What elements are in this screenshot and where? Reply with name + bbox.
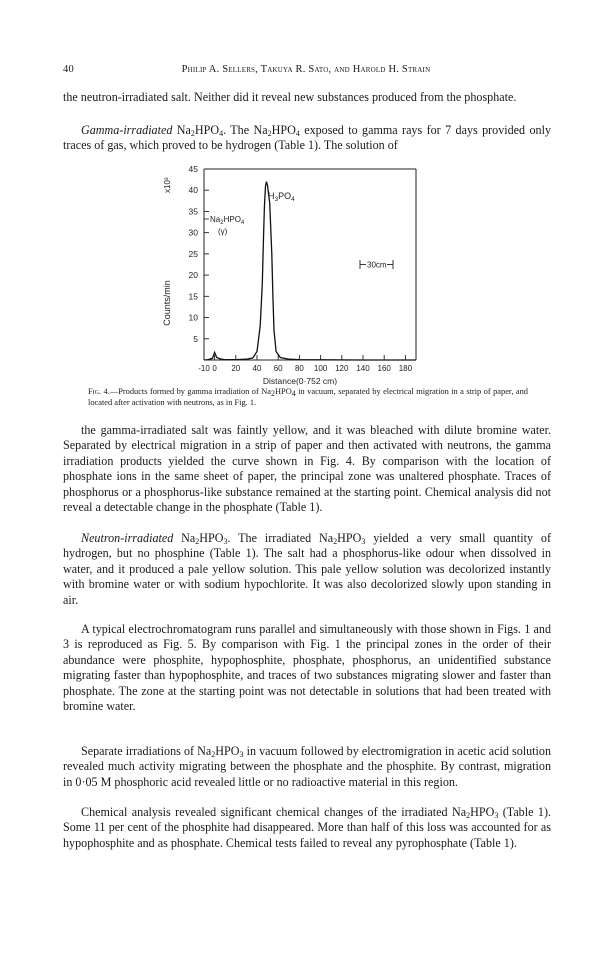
y-tick-label: 45	[188, 164, 198, 174]
y-tick-label: 15	[188, 291, 198, 302]
y-tick-label: 30	[188, 227, 198, 238]
x-tick-label: 180	[398, 364, 413, 373]
running-header	[63, 64, 549, 80]
paragraph-5: A typical electrochromatogram runs parallel and simultaneously with those shown in Figs. 1 and 3 is reproduced as Fig. 5. By comparison with Fig. 1 the principal zones in the order of their abundance were phosphite, hypophosphite, phosphate, phosphorus, an unidentified substance migrating faster than hypophosphite, and traces of two substances migrating slower and faster than phosphate. The zone at the starting point was not detectable in solutions that had been treated with bromine water.	[63, 622, 551, 714]
x-tick-label: 100	[313, 364, 328, 373]
y-axis-label: Counts/min	[162, 280, 172, 326]
scale-bar	[360, 260, 393, 270]
paragraph-heading: Neutron-irradiated	[81, 531, 174, 545]
x-tick-label: -10	[198, 364, 210, 373]
annotation-na2hpo4: $Na_2HPO_4$	[210, 215, 245, 226]
x-tick-label: 20	[231, 364, 241, 373]
annotation-gamma: (γ)	[218, 227, 228, 236]
x-tick-label: 80	[294, 364, 304, 373]
y-multiplier-label: x10³	[163, 177, 172, 193]
annotation-h3po4: $H_3PO_4$	[268, 191, 295, 203]
paragraph-neutron-irradiated: Neutron-irradiated $Na_2HPO_3$. The irradiated $Na_2HPO_3$ yielded a very small quantity of hydrogen, but no phosphine (Table 1). The salt had a phosphorus-like odour when dissolved in water, and it produced a pale yellow solution. This pale yellow solution was decolorized instantly with bromine water or with sodium hypochlorite. It was also decolorized slowly upon standing in air.	[63, 531, 551, 607]
page-number: 40	[63, 64, 74, 75]
series-curve	[204, 182, 416, 360]
y-tick-label: 10	[188, 312, 198, 323]
paragraph-gamma-irradiated: Gamma-irradiated $Na_2HPO_4$. The $Na_2HPO_4$ exposed to gamma rays for 7 days provided only traces of gas, which proved to be hydrogen (Table 1). The solution of	[63, 123, 551, 153]
y-tick-label: 5	[193, 333, 198, 344]
paragraph-1: the neutron-irradiated salt. Neither did it reveal new substances produced from the phosphate.	[63, 90, 517, 104]
x-tick-label: 60	[273, 364, 283, 373]
y-tick-label: 40	[188, 185, 198, 196]
x-axis-label: Distance(0·752 cm)	[262, 376, 338, 385]
x-tick-label: 160	[377, 364, 391, 373]
y-ticks	[189, 164, 209, 344]
x-tick-label: 140	[356, 364, 370, 373]
paragraph-6: Separate irradiations of $Na_2HPO_3$ in vacuum followed by electromigration in acetic acid solution revealed much activity migrating between the phosphate and the phosphite. By contrast, migration in 0·05 M phosphoric acid revealed little or no radioactive material in this region.	[63, 744, 551, 789]
figure-caption: Fig. 4.—Products formed by gamma irradiation of $Na_2HPO_4$ in vacuum, separated by electrical migration in a strip of paper, and located after activation with neutrons, as in Fig. 1.	[88, 387, 528, 407]
running-header-authors: Philip A. Sellers, Takuya R. Sato, and Harold H. Strain	[181, 64, 431, 75]
y-tick-label: 25	[188, 248, 198, 259]
paragraph-3: the gamma-irradiated salt was faintly yellow, and it was bleached with dilute bromine water. Separated by electrical migration in a strip of paper and then activated with neutrons, the gamma irradiation products yielded the curve shown in Fig. 4. By comparison with the location of phosphate ions in the same sheet of paper, the principal zone was unaltered phosphate. Traces of phosphorus or a phosphorus-like substance remained at the starting point. Chemical analysis did not reveal a detectable change in the phosphate (Table 1).	[63, 423, 551, 515]
x-tick-label: 0	[212, 364, 217, 373]
x-ticks	[198, 355, 412, 373]
x-tick-label: 40	[252, 364, 262, 373]
y-tick-label: 20	[188, 270, 198, 281]
figure-label: Fig. 4.	[88, 387, 110, 396]
figure-4-chart	[150, 163, 450, 385]
scale-bar-label: 30cm	[367, 260, 387, 270]
x-tick-label: 120	[335, 364, 349, 373]
paragraph-heading: Gamma-irradiated	[81, 123, 173, 137]
paragraph-7: Chemical analysis revealed significant chemical changes of the irradiated $Na_2HPO_3$ (Table 1). Some 11 per cent of the phosphite had disappeared. More than half of this loss was accounted for as hypophosphite and as phosphate. Chemical tests failed to reveal any pyrophosphate (Table 1).	[63, 805, 551, 850]
y-tick-label: 35	[188, 206, 198, 217]
